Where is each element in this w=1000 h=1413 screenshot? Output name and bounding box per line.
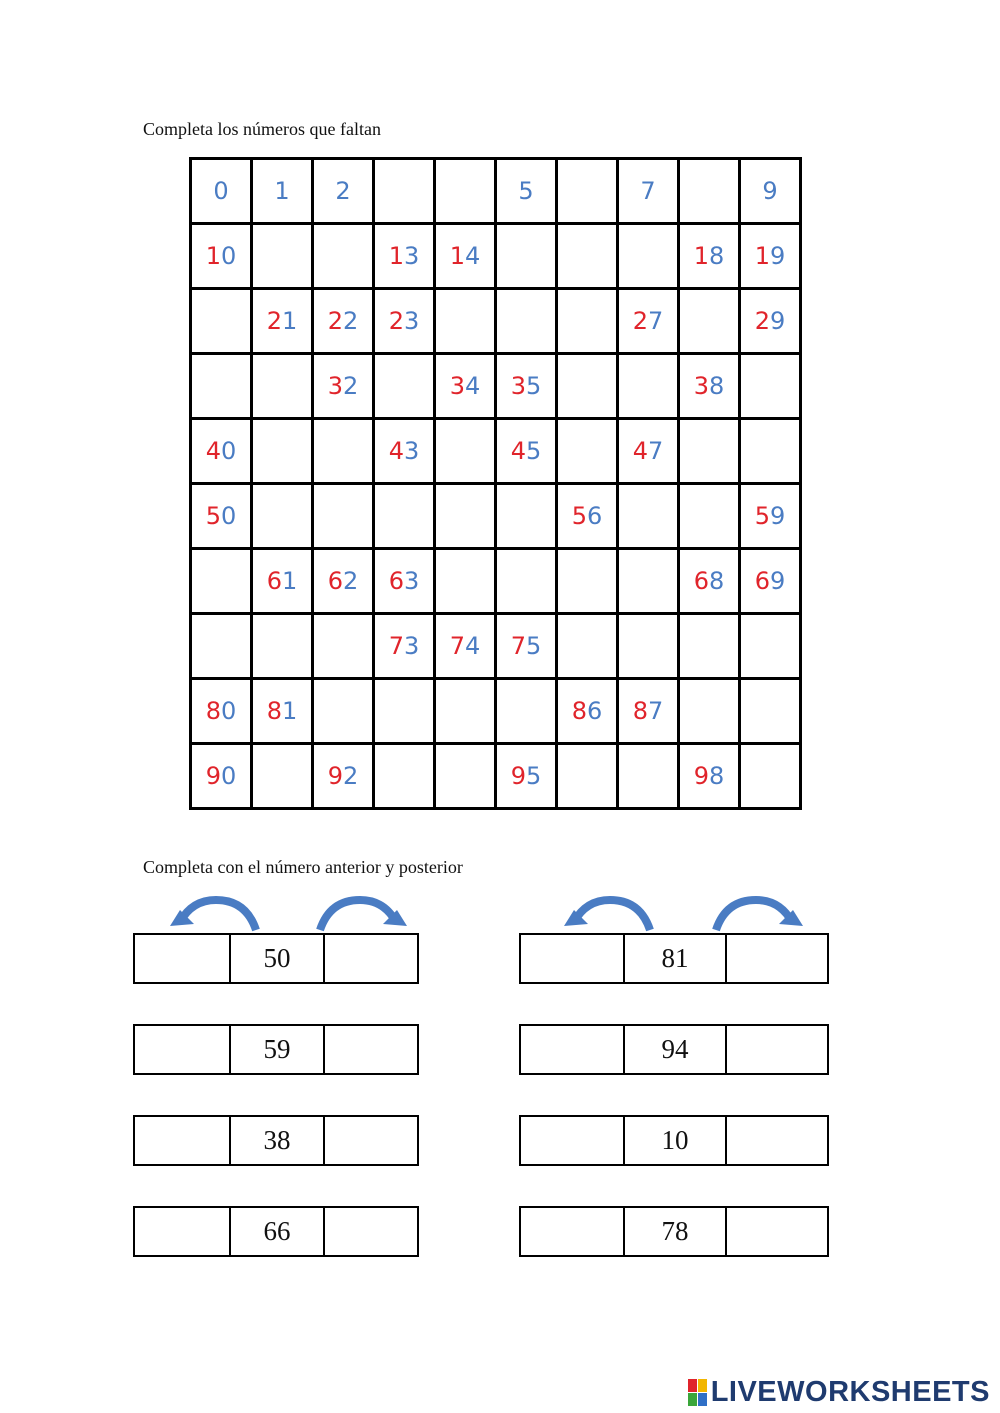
- grid-cell-blank[interactable]: [496, 679, 557, 744]
- grid-cell-blank[interactable]: [618, 614, 679, 679]
- grid-cell-blank[interactable]: [740, 744, 801, 809]
- grid-cell: [496, 159, 557, 224]
- grid-row: [191, 549, 801, 614]
- sequence-row: [133, 1024, 419, 1075]
- ones-digit: 4: [465, 242, 481, 270]
- grid-cell: [252, 159, 313, 224]
- grid-instruction: Completa los números que faltan: [143, 119, 381, 139]
- grid-cell: [618, 419, 679, 484]
- ones-digit: 9: [770, 502, 786, 530]
- ones-digit: 8: [709, 567, 725, 595]
- ones-digit: 6: [587, 697, 603, 725]
- sequence-instruction: Completa con el número anterior y posterior: [143, 857, 463, 877]
- sequence-row: [133, 1206, 419, 1257]
- grid-cell-blank[interactable]: [496, 289, 557, 354]
- tens-digit: 2: [266, 307, 282, 335]
- ones-digit: 6: [587, 502, 603, 530]
- ones-digit: 2: [343, 567, 359, 595]
- grid-cell: [496, 744, 557, 809]
- sequence-row: [519, 1024, 829, 1075]
- grid-cell: [313, 354, 374, 419]
- grid-cell: [740, 224, 801, 289]
- ones-digit: 0: [213, 177, 229, 205]
- previous-number-box[interactable]: [135, 1026, 229, 1073]
- ones-digit: 1: [282, 697, 298, 725]
- grid-cell: [252, 679, 313, 744]
- grid-cell-blank[interactable]: [252, 744, 313, 809]
- next-number-box[interactable]: [725, 1117, 827, 1164]
- grid-cell-blank[interactable]: [740, 614, 801, 679]
- grid-cell-blank[interactable]: [313, 224, 374, 289]
- grid-cell: [740, 484, 801, 549]
- curved-arrow-left-icon: [168, 896, 263, 932]
- given-number: 78: [623, 1208, 725, 1255]
- tens-digit: 6: [327, 567, 343, 595]
- tens-digit: 4: [632, 437, 648, 465]
- tens-digit: 1: [693, 242, 709, 270]
- grid-cell-blank[interactable]: [435, 679, 496, 744]
- next-number-box[interactable]: [323, 935, 417, 982]
- grid-cell-blank[interactable]: [435, 159, 496, 224]
- grid-cell: [374, 224, 435, 289]
- ones-digit: 1: [282, 567, 298, 595]
- ones-digit: 2: [343, 372, 359, 400]
- grid-cell-blank[interactable]: [496, 484, 557, 549]
- grid-cell: [191, 679, 252, 744]
- logo-mark-icon: [688, 1379, 707, 1406]
- previous-number-box[interactable]: [521, 935, 623, 982]
- tens-digit: 1: [205, 242, 221, 270]
- tens-digit: 6: [754, 567, 770, 595]
- next-number-box[interactable]: [323, 1117, 417, 1164]
- tens-digit: 8: [571, 697, 587, 725]
- grid-cell: [557, 679, 618, 744]
- ones-digit: 8: [709, 372, 725, 400]
- ones-digit: 3: [404, 567, 420, 595]
- grid-cell: [740, 549, 801, 614]
- grid-cell-blank[interactable]: [374, 679, 435, 744]
- grid-cell: [496, 614, 557, 679]
- tens-digit: 9: [205, 762, 221, 790]
- previous-number-box[interactable]: [521, 1208, 623, 1255]
- grid-cell: [313, 289, 374, 354]
- grid-cell-blank[interactable]: [191, 614, 252, 679]
- ones-digit: 3: [404, 632, 420, 660]
- tens-digit: 5: [571, 502, 587, 530]
- grid-row: [191, 159, 801, 224]
- ones-digit: 7: [648, 307, 664, 335]
- tens-digit: 3: [449, 372, 465, 400]
- grid-cell-blank[interactable]: [435, 484, 496, 549]
- grid-cell-blank[interactable]: [252, 224, 313, 289]
- ones-digit: 4: [465, 632, 481, 660]
- grid-row: [191, 744, 801, 809]
- sequence-row: [519, 1206, 829, 1257]
- grid-cell: [252, 289, 313, 354]
- sequence-row: [519, 933, 829, 984]
- grid-row: [191, 419, 801, 484]
- tens-digit: 6: [693, 567, 709, 595]
- grid-cell-blank[interactable]: [557, 744, 618, 809]
- grid-cell-blank[interactable]: [618, 224, 679, 289]
- grid-cell-blank[interactable]: [618, 744, 679, 809]
- tens-digit: 6: [388, 567, 404, 595]
- previous-number-box[interactable]: [521, 1026, 623, 1073]
- ones-digit: 5: [526, 632, 542, 660]
- grid-cell-blank[interactable]: [191, 549, 252, 614]
- grid-cell: [191, 484, 252, 549]
- grid-cell: [740, 289, 801, 354]
- next-number-box[interactable]: [725, 935, 827, 982]
- grid-cell: [618, 679, 679, 744]
- tens-digit: 2: [327, 307, 343, 335]
- tens-digit: 8: [205, 697, 221, 725]
- ones-digit: 3: [404, 242, 420, 270]
- grid-cell-blank[interactable]: [313, 614, 374, 679]
- grid-cell-blank[interactable]: [618, 484, 679, 549]
- ones-digit: 5: [526, 437, 542, 465]
- previous-number-box[interactable]: [135, 1208, 229, 1255]
- sequence-row: [133, 1115, 419, 1166]
- grid-cell-blank[interactable]: [374, 744, 435, 809]
- ones-digit: 0: [221, 762, 237, 790]
- tens-digit: 2: [388, 307, 404, 335]
- grid-cell: [496, 354, 557, 419]
- grid-cell: [679, 549, 740, 614]
- tens-digit: 4: [388, 437, 404, 465]
- grid-cell: [679, 354, 740, 419]
- ones-digit: 2: [343, 307, 359, 335]
- tens-digit: 6: [266, 567, 282, 595]
- ones-digit: 1: [282, 307, 298, 335]
- ones-digit: 7: [648, 697, 664, 725]
- given-number: 50: [229, 935, 323, 982]
- given-number: 94: [623, 1026, 725, 1073]
- tens-digit: 1: [449, 242, 465, 270]
- sequence-row: [133, 933, 419, 984]
- grid-row: [191, 679, 801, 744]
- grid-cell-blank[interactable]: [679, 419, 740, 484]
- grid-row: [191, 289, 801, 354]
- grid-cell-blank[interactable]: [313, 419, 374, 484]
- liveworksheets-logo: [688, 1376, 990, 1409]
- tens-digit: 5: [205, 502, 221, 530]
- grid-cell-blank[interactable]: [191, 354, 252, 419]
- tens-digit: 9: [327, 762, 343, 790]
- grid-cell: [374, 614, 435, 679]
- grid-cell: [313, 549, 374, 614]
- tens-digit: 9: [510, 762, 526, 790]
- grid-cell: [557, 484, 618, 549]
- grid-cell-blank[interactable]: [679, 679, 740, 744]
- grid-cell-blank[interactable]: [740, 679, 801, 744]
- ones-digit: 9: [762, 177, 778, 205]
- grid-cell-blank[interactable]: [252, 484, 313, 549]
- grid-cell-blank[interactable]: [313, 484, 374, 549]
- grid-cell-blank[interactable]: [374, 484, 435, 549]
- grid-cell: [435, 614, 496, 679]
- ones-digit: 0: [221, 242, 237, 270]
- ones-digit: 5: [526, 372, 542, 400]
- tens-digit: 7: [510, 632, 526, 660]
- grid-cell-blank[interactable]: [374, 159, 435, 224]
- grid-cell-blank[interactable]: [496, 549, 557, 614]
- grid-cell-blank[interactable]: [374, 354, 435, 419]
- tens-digit: 3: [693, 372, 709, 400]
- grid-cell-blank[interactable]: [191, 289, 252, 354]
- grid-cell-blank[interactable]: [679, 159, 740, 224]
- next-number-box[interactable]: [725, 1208, 827, 1255]
- tens-digit: 9: [693, 762, 709, 790]
- tens-digit: 2: [632, 307, 648, 335]
- grid-cell-blank[interactable]: [252, 354, 313, 419]
- given-number: 38: [229, 1117, 323, 1164]
- given-number: 66: [229, 1208, 323, 1255]
- ones-digit: 8: [709, 242, 725, 270]
- grid-cell: [740, 159, 801, 224]
- curved-arrow-right-icon: [314, 896, 409, 932]
- grid-cell-blank[interactable]: [557, 419, 618, 484]
- previous-number-box[interactable]: [135, 935, 229, 982]
- ones-digit: 3: [404, 437, 420, 465]
- curved-arrow-right-icon: [710, 896, 805, 932]
- curved-arrow-left-icon: [562, 896, 657, 932]
- grid-cell-blank[interactable]: [618, 549, 679, 614]
- given-number: 10: [623, 1117, 725, 1164]
- ones-digit: 3: [404, 307, 420, 335]
- previous-number-box[interactable]: [135, 1117, 229, 1164]
- ones-digit: 9: [770, 242, 786, 270]
- brand-name: LIVEWORKSHEETS: [710, 1376, 990, 1408]
- grid-cell-blank[interactable]: [557, 614, 618, 679]
- previous-number-box[interactable]: [521, 1117, 623, 1164]
- tens-digit: 7: [449, 632, 465, 660]
- ones-digit: 7: [640, 177, 656, 205]
- ones-digit: 7: [648, 437, 664, 465]
- grid-cell: [435, 224, 496, 289]
- next-number-box[interactable]: [323, 1026, 417, 1073]
- grid-row: [191, 484, 801, 549]
- grid-cell: [191, 224, 252, 289]
- ones-digit: 5: [526, 762, 542, 790]
- grid-cell: [618, 289, 679, 354]
- ones-digit: 2: [343, 762, 359, 790]
- grid-cell-blank[interactable]: [679, 289, 740, 354]
- tens-digit: 3: [327, 372, 343, 400]
- ones-digit: 4: [465, 372, 481, 400]
- grid-cell: [374, 419, 435, 484]
- ones-digit: 9: [770, 567, 786, 595]
- tens-digit: 1: [754, 242, 770, 270]
- grid-row: [191, 614, 801, 679]
- grid-cell: [313, 744, 374, 809]
- grid-cell: [435, 354, 496, 419]
- next-number-box[interactable]: [725, 1026, 827, 1073]
- ones-digit: 0: [221, 697, 237, 725]
- grid-cell: [252, 549, 313, 614]
- grid-cell-blank[interactable]: [557, 354, 618, 419]
- grid-row: [191, 354, 801, 419]
- ones-digit: 2: [335, 177, 351, 205]
- grid-cell-blank[interactable]: [557, 289, 618, 354]
- tens-digit: 7: [388, 632, 404, 660]
- grid-cell: [191, 159, 252, 224]
- ones-digit: 8: [709, 762, 725, 790]
- grid-cell: [313, 159, 374, 224]
- given-number: 59: [229, 1026, 323, 1073]
- grid-cell: [618, 159, 679, 224]
- grid-cell-blank[interactable]: [618, 354, 679, 419]
- ones-digit: 1: [274, 177, 290, 205]
- grid-cell: [191, 744, 252, 809]
- grid-cell-blank[interactable]: [557, 224, 618, 289]
- grid-cell-blank[interactable]: [496, 224, 557, 289]
- grid-cell-blank[interactable]: [435, 744, 496, 809]
- grid-cell: [374, 549, 435, 614]
- grid-cell-blank[interactable]: [557, 159, 618, 224]
- grid-cell-blank[interactable]: [557, 549, 618, 614]
- hundred-chart: [189, 157, 802, 810]
- grid-cell-blank[interactable]: [435, 419, 496, 484]
- grid-cell-blank[interactable]: [435, 289, 496, 354]
- grid-row: [191, 224, 801, 289]
- tens-digit: 1: [388, 242, 404, 270]
- grid-cell-blank[interactable]: [740, 354, 801, 419]
- tens-digit: 8: [266, 697, 282, 725]
- tens-digit: 8: [632, 697, 648, 725]
- tens-digit: 2: [754, 307, 770, 335]
- given-number: 81: [623, 935, 725, 982]
- tens-digit: 4: [205, 437, 221, 465]
- ones-digit: 5: [518, 177, 534, 205]
- next-number-box[interactable]: [323, 1208, 417, 1255]
- tens-digit: 3: [510, 372, 526, 400]
- grid-cell-blank[interactable]: [252, 419, 313, 484]
- ones-digit: 0: [221, 502, 237, 530]
- grid-cell: [496, 419, 557, 484]
- grid-cell: [679, 224, 740, 289]
- grid-cell-blank[interactable]: [679, 484, 740, 549]
- tens-digit: 5: [754, 502, 770, 530]
- grid-cell: [191, 419, 252, 484]
- grid-cell-blank[interactable]: [435, 549, 496, 614]
- ones-digit: 9: [770, 307, 786, 335]
- tens-digit: 4: [510, 437, 526, 465]
- grid-cell: [374, 289, 435, 354]
- grid-cell-blank[interactable]: [313, 679, 374, 744]
- ones-digit: 0: [221, 437, 237, 465]
- grid-cell-blank[interactable]: [252, 614, 313, 679]
- grid-cell: [679, 744, 740, 809]
- sequence-row: [519, 1115, 829, 1166]
- grid-cell-blank[interactable]: [679, 614, 740, 679]
- grid-cell-blank[interactable]: [740, 419, 801, 484]
